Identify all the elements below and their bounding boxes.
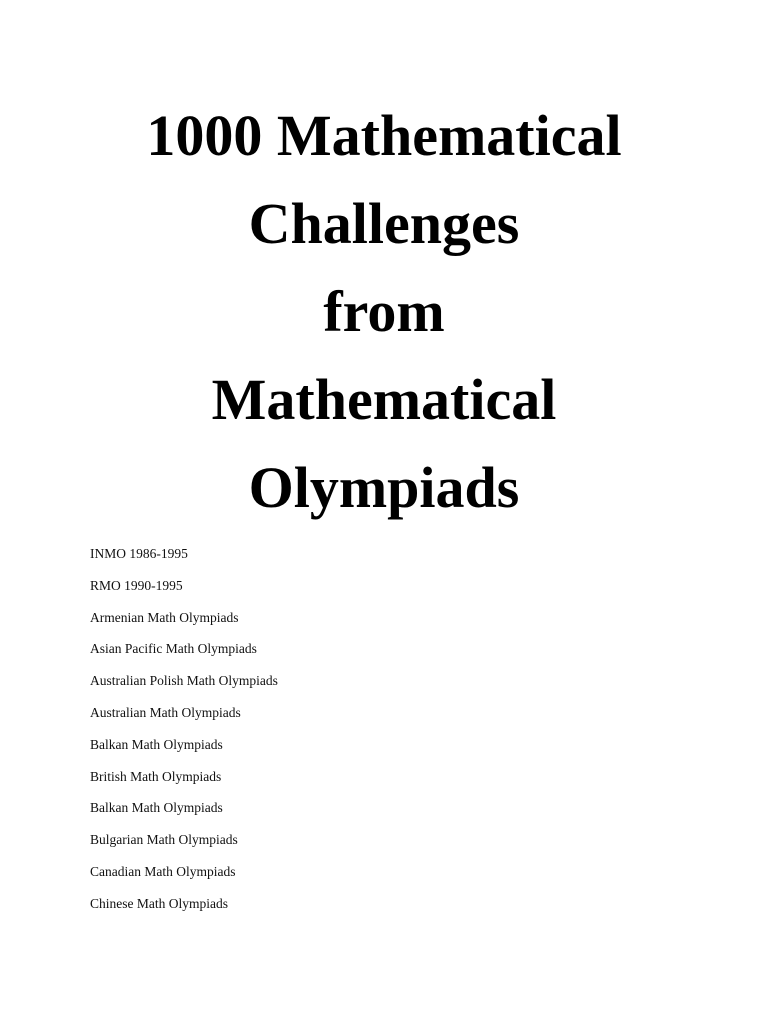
list-item: Chinese Math Olympiads	[90, 895, 228, 911]
list-item: Bulgarian Math Olympiads	[90, 832, 238, 848]
title-line: from	[323, 279, 445, 344]
title-line: 1000 Mathematical	[146, 103, 622, 168]
title-line: Mathematical	[211, 367, 557, 432]
list-item: Australian Math Olympiads	[90, 704, 241, 720]
list-item: Armenian Math Olympiads	[90, 609, 239, 625]
title-line: Challenges	[248, 191, 520, 256]
list-item: Canadian Math Olympiads	[90, 863, 236, 879]
list-item: British Math Olympiads	[90, 768, 222, 784]
list-item: RMO 1990-1995	[90, 577, 183, 593]
list-item: Balkan Math Olympiads	[90, 736, 223, 752]
title-line: Olympiads	[248, 455, 520, 520]
list-item: Australian Polish Math Olympiads	[90, 673, 278, 689]
page-title	[0, 92, 768, 532]
list-item: Asian Pacific Math Olympiads	[90, 641, 257, 657]
list-item: Balkan Math Olympiads	[90, 800, 223, 816]
list-item: INMO 1986-1995	[90, 546, 188, 561]
contents-list	[90, 538, 278, 920]
